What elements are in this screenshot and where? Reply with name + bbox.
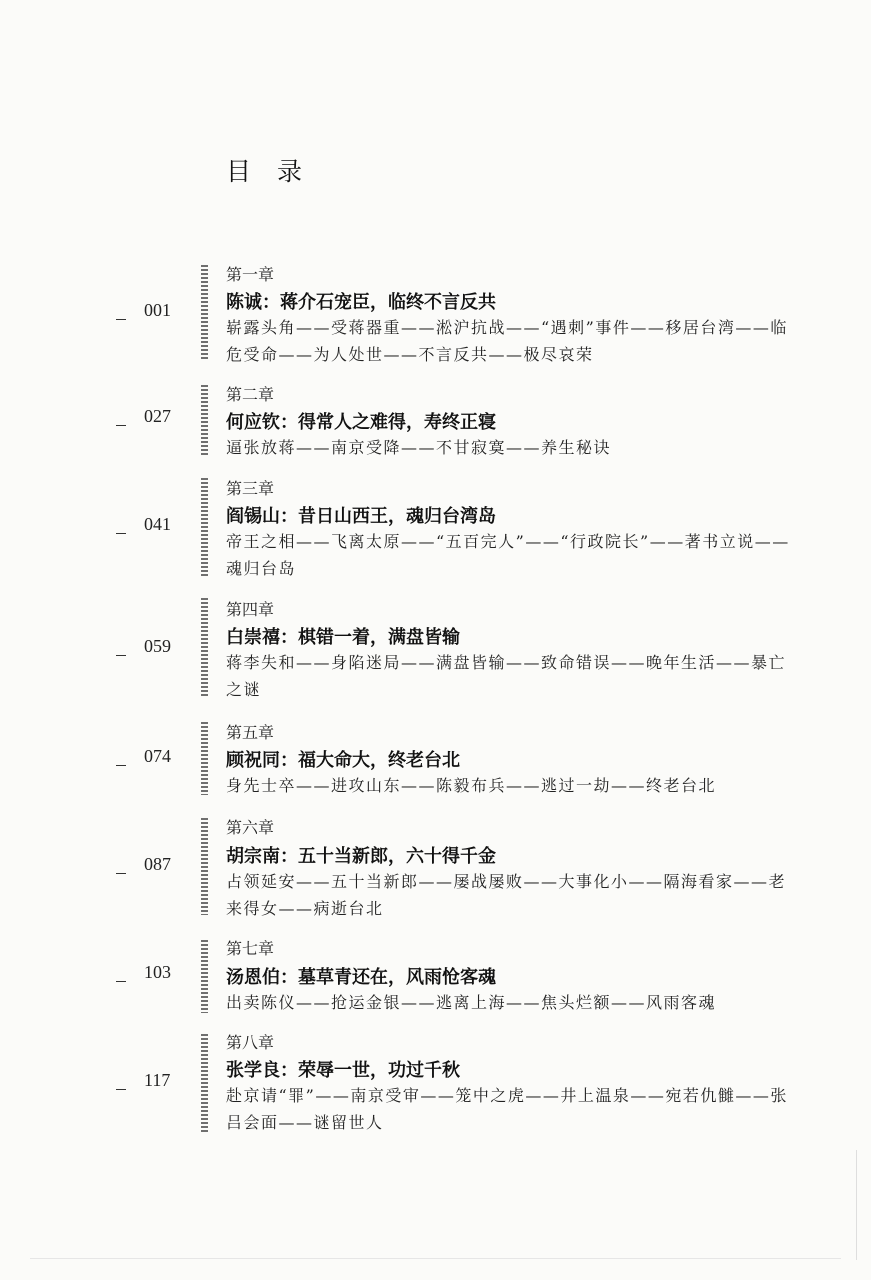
page-number: 074 <box>116 746 171 767</box>
chapter-label: 第二章 <box>226 385 275 404</box>
page-number: 027 <box>116 406 171 427</box>
leader-dash <box>116 655 126 656</box>
chapter-summary: 逼张放蒋——南京受降——不甘寂寞——养生秘诀 <box>226 438 612 457</box>
chapter-summary: 占领延安——五十当新郎——屡战屡败——大事化小——隔海看家——老来得女——病逝台北 <box>226 872 787 918</box>
chapter-label: 第五章 <box>226 723 275 742</box>
leader-dash <box>116 425 126 426</box>
entry-bar <box>201 818 208 915</box>
chapter-title: 何应钦：得常人之难得，寿终正寝 <box>226 412 496 433</box>
page-number: 041 <box>116 514 171 535</box>
leader-dash <box>116 765 126 766</box>
page-number: 117 <box>116 1070 170 1091</box>
chapter-label: 第三章 <box>226 479 275 498</box>
chapter-title: 胡宗南：五十当新郎，六十得千金 <box>226 846 496 867</box>
chapter-title: 陈诚：蒋介石宠臣，临终不言反共 <box>226 292 496 313</box>
leader-dash <box>116 981 126 982</box>
chapter-summary: 帝王之相——飞离太原——“五百完人”——“行政院长”——著书立说——魂归台岛 <box>226 532 790 578</box>
chapter-title: 张学良：荣辱一世，功过千秋 <box>226 1060 460 1081</box>
chapter-summary: 身先士卒——进攻山东——陈毅布兵——逃过一劫——终老台北 <box>226 776 717 795</box>
chapter-label: 第一章 <box>226 265 275 284</box>
page-number: 103 <box>116 962 171 983</box>
page-title: 目 录 <box>226 157 311 186</box>
entry-bar <box>201 478 208 576</box>
leader-dash <box>116 533 126 534</box>
chapter-title: 顾祝同：福大命大，终老台北 <box>226 750 460 771</box>
chapter-title: 阎锡山：昔日山西王，魂归台湾岛 <box>226 506 496 527</box>
chapter-summary: 出卖陈仪——抢运金银——逃离上海——焦头烂额——风雨客魂 <box>226 993 717 1012</box>
leader-dash <box>116 319 126 320</box>
page-number: 001 <box>116 300 171 321</box>
page-number: 087 <box>116 854 171 875</box>
chapter-title: 白崇禧：棋错一着，满盘皆输 <box>226 627 460 648</box>
page-edge-shadow <box>856 1150 857 1260</box>
chapter-label: 第七章 <box>226 939 275 958</box>
entry-bar <box>201 1034 208 1134</box>
chapter-summary: 蒋李失和——身陷迷局——满盘皆输——致命错误——晚年生活——暴亡之谜 <box>226 653 787 699</box>
chapter-summary: 崭露头角——受蒋器重——淞沪抗战——“遇刺”事件——移居台湾——临危受命——为人处世——不言反共——极尽哀荣 <box>226 318 788 364</box>
leader-dash <box>116 1089 126 1090</box>
entry-bar <box>201 598 208 698</box>
entry-bar <box>201 385 208 457</box>
chapter-summary: 赴京请“罪”——南京受审——笼中之虎——井上温泉——宛若仇雠——张吕会面——谜留世人 <box>226 1086 788 1132</box>
page-number: 059 <box>116 636 171 657</box>
entry-bar <box>201 722 208 795</box>
entry-bar <box>201 940 208 1013</box>
chapter-label: 第六章 <box>226 818 275 837</box>
leader-dash <box>116 873 126 874</box>
page-edge-line <box>30 1258 841 1259</box>
chapter-label: 第八章 <box>226 1033 275 1052</box>
entry-bar <box>201 265 208 360</box>
chapter-title: 汤恩伯：墓草青还在，风雨怆客魂 <box>226 967 496 988</box>
chapter-label: 第四章 <box>226 600 275 619</box>
